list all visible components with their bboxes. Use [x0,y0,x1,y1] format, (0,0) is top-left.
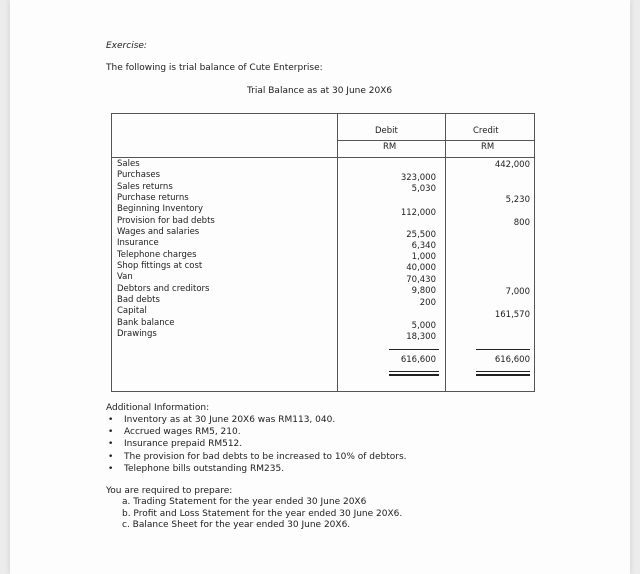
account-name: Insurance [117,238,159,249]
account-name: Capital [117,306,147,317]
column-divider-1 [337,114,338,391]
debit-shop-fittings: 40,000 [406,263,436,273]
credit-total: 616,600 [494,355,530,365]
debit-wages: 25,500 [406,230,436,240]
account-name: Bad debts [117,295,160,306]
debit-subtotal-line [389,349,439,350]
account-name: Bank balance [117,317,175,328]
credit-header: Credit [473,126,499,136]
debit-insurance: 6,340 [411,241,436,251]
account-name: Wages and salaries [117,227,200,238]
trial-balance-title: Trial Balance as at 30 June 20X6 [247,86,393,96]
debit-debtors: 9,800 [411,286,436,296]
list-item: c. Balance Sheet for the year ended 30 June 20X6. [122,520,351,530]
account-name: Drawings [117,329,157,340]
column-divider-2 [445,114,446,391]
header-bottom-line [112,157,534,158]
credit-subtotal-line [476,349,530,350]
list-item: • The provision for bad debts to be increased to 10% of debtors. [106,451,407,463]
account-name: Sales [117,159,140,169]
credit-provision: 800 [513,218,530,228]
credit-sales: 442,000 [494,160,530,170]
list-item: • Telephone bills outstanding RM235. [106,463,407,475]
header-divider [337,140,534,141]
debit-bad-debts: 200 [419,298,436,308]
debit-drawings: 18,300 [406,332,436,342]
account-name: Provision for bad debts [117,215,215,226]
debit-header: Debit [375,126,398,136]
account-name: Purchases [117,170,161,181]
additional-info-list [106,414,407,475]
list-item: a. Trading Statement for the year ended 30 June 20X6 [122,497,367,507]
account-name: Telephone charges [117,249,197,260]
account-list [117,159,215,341]
account-name: Purchase returns [117,193,189,204]
list-item: b. Profit and Loss Statement for the year ended 30 June 20X6. [122,508,403,519]
required-heading: You are required to prepare: [106,486,233,496]
debit-telephone: 1,000 [411,252,436,262]
list-item: • Accrued wages RM5, 210. [106,426,407,438]
credit-total-underline [476,371,530,376]
list-item: • Inventory as at 30 June 20X6 was RM113, 040. [106,414,407,426]
debit-total-underline [389,371,439,376]
debit-van: 70,430 [406,275,436,285]
credit-capital: 161,570 [494,310,530,320]
debit-bank: 5,000 [411,321,436,331]
account-name: Debtors and creditors [117,283,210,294]
debit-currency: RM [383,142,397,152]
credit-currency: RM [481,142,495,152]
debit-purchases: 323,000 [400,173,436,183]
list-item: • Insurance prepaid RM512. [106,438,407,450]
debit-total: 616,600 [400,355,436,365]
account-name: Van [117,272,133,283]
debit-sales-returns: 5,030 [411,184,436,194]
additional-info-heading: Additional Information: [106,403,210,413]
account-name: Beginning Inventory [117,204,204,215]
credit-purchase-returns: 5,230 [505,195,530,205]
required-list [122,497,402,532]
trial-balance-table [111,113,535,392]
exercise-label: Exercise: [106,41,147,51]
debit-beginning-inventory: 112,000 [400,208,436,218]
intro-text: The following is trial balance of Cute Enterprise: [106,63,323,73]
credit-creditors: 7,000 [505,287,530,297]
account-name: Sales returns [117,181,173,192]
account-name: Shop fittings at cost [117,261,203,272]
